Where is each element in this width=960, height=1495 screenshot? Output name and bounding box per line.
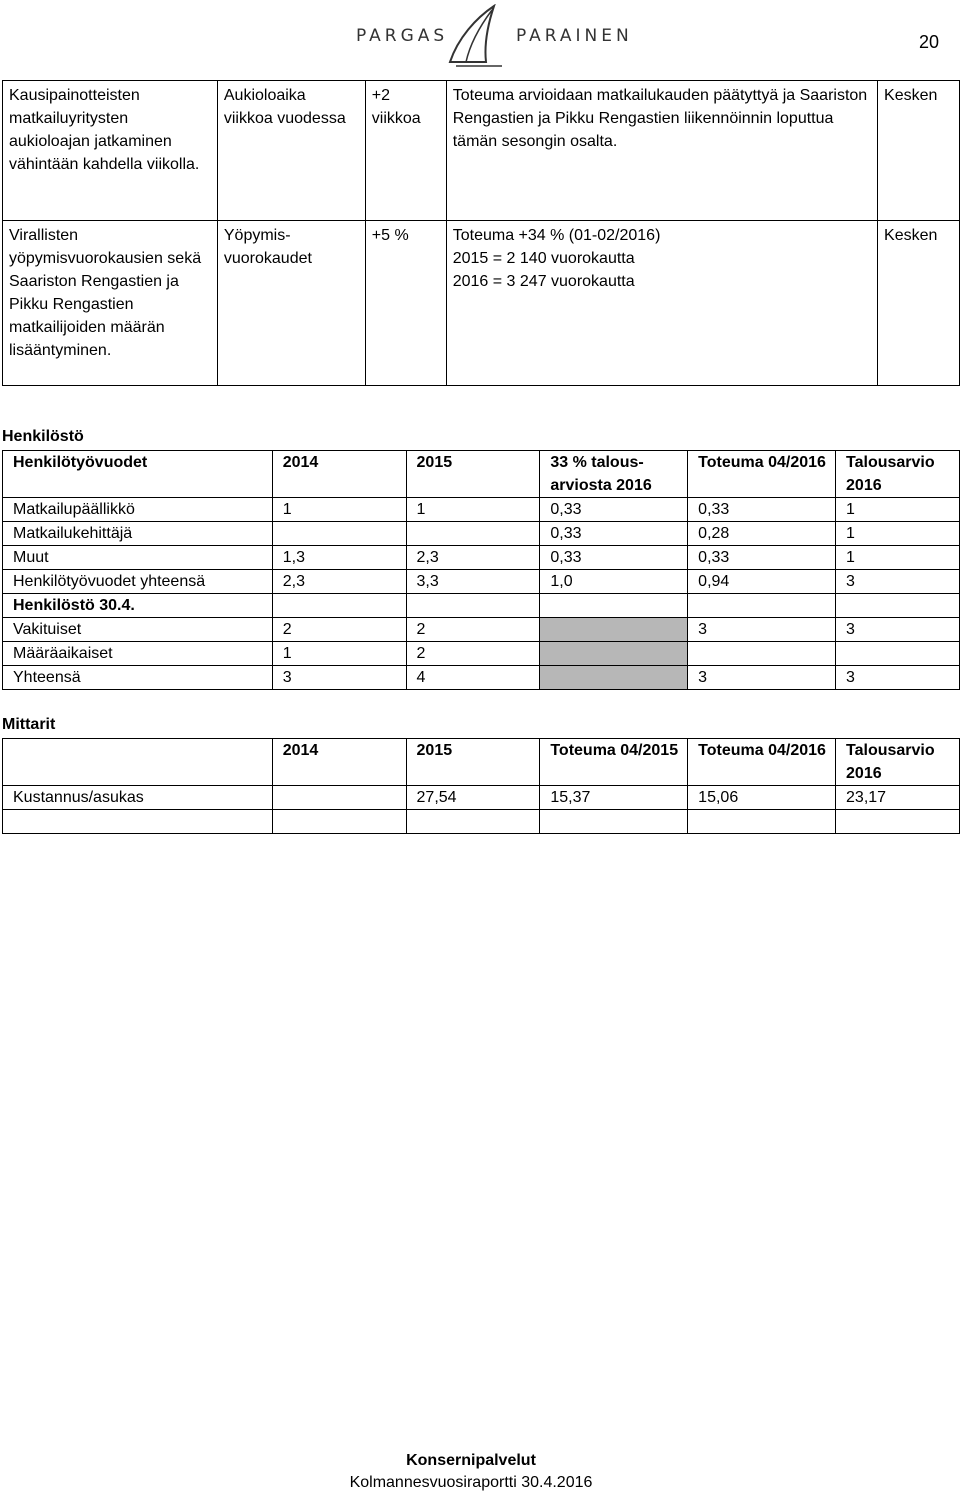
- logo-text-right: PARAINEN: [516, 26, 633, 46]
- table-cell: Vakituiset: [3, 618, 273, 642]
- table-cell: Matkailupäällikkö: [3, 498, 273, 522]
- goal-text: Kausipainotteisten matkailuyritysten aukioloajan jatkaminen vähintään kahdella viikolla.: [3, 81, 218, 221]
- result-line: Toteuma +34 % (01-02/2016): [452, 227, 661, 244]
- table-cell: 0,33: [540, 522, 688, 546]
- shaded-cell: [540, 642, 688, 666]
- goal-row: [3, 221, 960, 386]
- table-cell: 2: [406, 618, 540, 642]
- table-row: [3, 546, 960, 570]
- column-header: 2015: [406, 451, 540, 498]
- table-cell: 0,28: [688, 522, 836, 546]
- table-cell: [836, 810, 960, 834]
- table-cell: [836, 594, 960, 618]
- shaded-cell: [540, 618, 688, 642]
- table-cell: [688, 594, 836, 618]
- table-cell: [406, 810, 540, 834]
- goals-table: [2, 80, 960, 386]
- table-cell: 1: [272, 642, 406, 666]
- table-cell: 2,3: [406, 546, 540, 570]
- table-cell: 0,33: [540, 498, 688, 522]
- table-cell: 0,33: [540, 546, 688, 570]
- table-cell: [272, 786, 406, 810]
- table-cell: 27,54: [406, 786, 540, 810]
- table-cell: 2: [406, 642, 540, 666]
- table-cell: [540, 594, 688, 618]
- table-cell: 3: [836, 618, 960, 642]
- table-cell: 1: [272, 498, 406, 522]
- table-cell: 3,3: [406, 570, 540, 594]
- table-cell: 1: [836, 522, 960, 546]
- table-subheader: Henkilöstö 30.4.: [3, 594, 273, 618]
- pargas-parainen-logo: [356, 4, 633, 68]
- goal-text: Virallisten yöpymisvuorokausien sekä Saariston Rengastien ja Pikku Rengastien matkailijoiden määrän lisääntyminen.: [3, 221, 218, 386]
- table-cell: 15,06: [688, 786, 836, 810]
- column-header: 2015: [406, 739, 540, 786]
- goal-indicator: Yöpymis-vuorokaudet: [217, 221, 365, 386]
- table-cell: [272, 522, 406, 546]
- goal-indicator: Aukioloaika viikkoa vuodessa: [217, 81, 365, 221]
- table-cell: Henkilötyövuodet yhteensä: [3, 570, 273, 594]
- column-header: [3, 739, 273, 786]
- table-cell: 3: [688, 618, 836, 642]
- shaded-cell: [540, 666, 688, 690]
- table-row: [3, 642, 960, 666]
- table-cell: Määräaikaiset: [3, 642, 273, 666]
- result-line: Toteuma arvioidaan matkailukauden päätyttyä ja Saariston Rengastien ja Pikku Rengastien liikennöinnin loputtua tämän sesongin osalta.: [452, 87, 868, 150]
- table-header-row: [3, 739, 960, 786]
- table-row: [3, 786, 960, 810]
- column-header: 33 % talous-arviosta 2016: [540, 451, 688, 498]
- goal-status: Kesken: [878, 81, 960, 221]
- metrics-section-title: Mittarit: [2, 716, 56, 733]
- table-cell: 1,0: [540, 570, 688, 594]
- table-cell: 0,33: [688, 498, 836, 522]
- table-cell: [688, 810, 836, 834]
- column-header: Talousarvio 2016: [836, 451, 960, 498]
- table-cell: 3: [836, 570, 960, 594]
- table-cell: 4: [406, 666, 540, 690]
- page-number: 20: [919, 32, 940, 52]
- table-cell: 0,94: [688, 570, 836, 594]
- table-cell: [406, 594, 540, 618]
- column-header: Talousarvio 2016: [836, 739, 960, 786]
- table-cell: [688, 642, 836, 666]
- table-cell: 1: [406, 498, 540, 522]
- goal-row: [3, 81, 960, 221]
- table-cell: 3: [272, 666, 406, 690]
- footer-report-title: Kolmannesvuosiraportti 30.4.2016: [349, 1474, 593, 1491]
- table-cell: Kustannus/asukas: [3, 786, 273, 810]
- table-row: [3, 522, 960, 546]
- table-cell: 1,3: [272, 546, 406, 570]
- table-cell: 23,17: [836, 786, 960, 810]
- table-cell: [540, 810, 688, 834]
- table-row: [3, 666, 960, 690]
- column-header: 2014: [272, 451, 406, 498]
- column-header: Toteuma 04/2016: [688, 451, 836, 498]
- sail-icon: [446, 4, 506, 68]
- table-cell: 3: [688, 666, 836, 690]
- table-subheader-row: [3, 594, 960, 618]
- goal-target: +2 viikkoa: [365, 81, 446, 221]
- column-header: Toteuma 04/2015: [540, 739, 688, 786]
- logo-text-left: PARGAS: [356, 26, 449, 46]
- table-cell: 15,37: [540, 786, 688, 810]
- table-cell: 0,33: [688, 546, 836, 570]
- table-cell: [272, 810, 406, 834]
- result-line: 2016 = 3 247 vuorokautta: [452, 273, 635, 290]
- table-cell: 1: [836, 498, 960, 522]
- table-cell: [836, 642, 960, 666]
- table-cell: Yhteensä: [3, 666, 273, 690]
- table-row: [3, 570, 960, 594]
- goal-target: +5 %: [365, 221, 446, 386]
- table-cell: [406, 522, 540, 546]
- table-cell: 1: [836, 546, 960, 570]
- column-header: 2014: [272, 739, 406, 786]
- metrics-table: [2, 738, 960, 834]
- table-cell: 2,3: [272, 570, 406, 594]
- table-cell: Matkailukehittäjä: [3, 522, 273, 546]
- column-header: Henkilötyövuodet: [3, 451, 273, 498]
- table-row: [3, 810, 960, 834]
- staff-table: [2, 450, 960, 690]
- table-header-row: [3, 451, 960, 498]
- table-row: [3, 498, 960, 522]
- result-line: 2015 = 2 140 vuorokautta: [452, 250, 635, 267]
- table-cell: Muut: [3, 546, 273, 570]
- table-row: [3, 618, 960, 642]
- goal-result: [446, 221, 877, 386]
- table-cell: 2: [272, 618, 406, 642]
- staff-section-title: Henkilöstö: [2, 428, 84, 445]
- goal-status: Kesken: [878, 221, 960, 386]
- column-header: Toteuma 04/2016: [688, 739, 836, 786]
- table-cell: [272, 594, 406, 618]
- table-cell: [3, 810, 273, 834]
- goal-result: [446, 81, 877, 221]
- table-cell: 3: [836, 666, 960, 690]
- footer-department: Konsernipalvelut: [406, 1452, 536, 1469]
